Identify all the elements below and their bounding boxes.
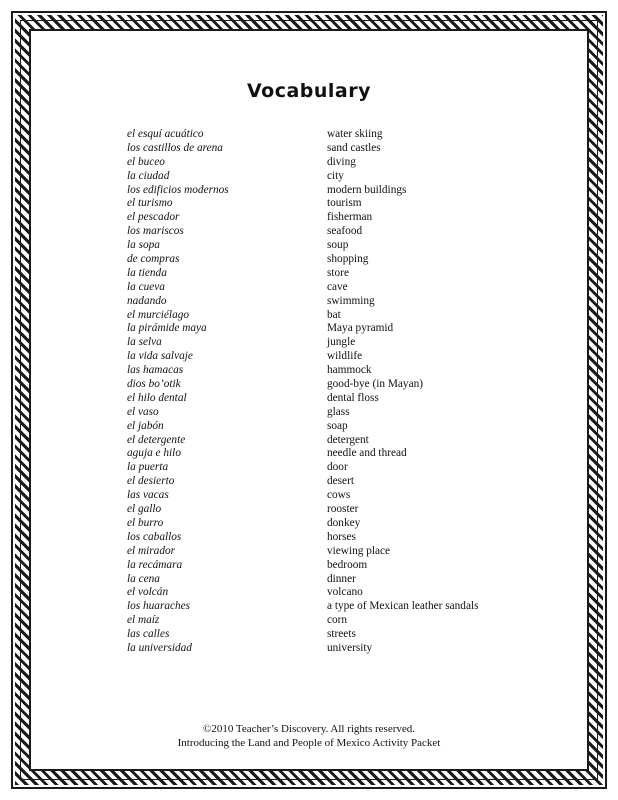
vocabulary-list bbox=[127, 128, 527, 656]
english-translation: rooster bbox=[327, 503, 359, 516]
english-translation: good-bye (in Mayan) bbox=[327, 378, 423, 391]
spanish-term: el detergente bbox=[127, 433, 186, 446]
vocabulary-row bbox=[127, 378, 527, 392]
spanish-term: la selva bbox=[127, 336, 162, 349]
english-translation: shopping bbox=[327, 253, 369, 266]
spanish-term: el gallo bbox=[127, 503, 162, 516]
vocabulary-row bbox=[127, 517, 527, 531]
vocabulary-row bbox=[127, 184, 527, 198]
spanish-term: las vacas bbox=[127, 489, 169, 502]
vocabulary-row bbox=[127, 600, 527, 614]
vocabulary-row bbox=[127, 350, 527, 364]
vocabulary-row bbox=[127, 156, 527, 170]
english-translation: glass bbox=[327, 405, 350, 418]
spanish-term: la sopa bbox=[127, 239, 160, 252]
vocabulary-row bbox=[127, 211, 527, 225]
english-translation: detergent bbox=[327, 433, 369, 446]
english-translation: wildlife bbox=[327, 350, 363, 363]
spanish-term: los edificios modernos bbox=[127, 183, 229, 196]
english-translation: soap bbox=[327, 419, 348, 432]
spanish-term: aguja e hilo bbox=[127, 447, 181, 460]
english-translation: volcano bbox=[327, 586, 363, 599]
vocabulary-row bbox=[127, 170, 527, 184]
english-translation: swimming bbox=[327, 294, 375, 307]
vocabulary-row bbox=[127, 420, 527, 434]
vocabulary-row bbox=[127, 309, 527, 323]
spanish-term: la pirámide maya bbox=[127, 322, 207, 335]
spanish-term: el pescador bbox=[127, 211, 180, 224]
english-translation: dental floss bbox=[327, 391, 379, 404]
spanish-term: el hilo dental bbox=[127, 391, 187, 404]
spanish-term: los castillos de arena bbox=[127, 141, 223, 154]
spanish-term: el esquí acuático bbox=[127, 128, 204, 140]
vocabulary-row bbox=[127, 642, 527, 656]
vocabulary-row bbox=[127, 281, 527, 295]
vocabulary-row bbox=[127, 406, 527, 420]
spanish-term: los huaraches bbox=[127, 600, 191, 613]
vocabulary-row bbox=[127, 573, 527, 587]
vocabulary-row bbox=[127, 295, 527, 309]
english-translation: a type of Mexican leather sandals bbox=[327, 600, 479, 613]
vocabulary-row bbox=[127, 614, 527, 628]
vocabulary-row bbox=[127, 628, 527, 642]
english-translation: soup bbox=[327, 239, 349, 252]
english-translation: cows bbox=[327, 489, 351, 502]
spanish-term: la ciudad bbox=[127, 169, 170, 182]
vocabulary-row bbox=[127, 392, 527, 406]
english-translation: fisherman bbox=[327, 211, 373, 224]
vocabulary-row bbox=[127, 489, 527, 503]
vocabulary-row bbox=[127, 434, 527, 448]
spanish-term: el maíz bbox=[127, 614, 160, 627]
spanish-term: el burro bbox=[127, 516, 164, 529]
vocabulary-row bbox=[127, 322, 527, 336]
footer bbox=[0, 722, 618, 750]
english-translation: tourism bbox=[327, 197, 362, 210]
english-translation: water skiing bbox=[327, 128, 383, 140]
spanish-term: la recámara bbox=[127, 558, 183, 571]
vocabulary-row bbox=[127, 364, 527, 378]
english-translation: university bbox=[327, 641, 373, 654]
spanish-term: las calles bbox=[127, 628, 170, 641]
spanish-term: las hamacas bbox=[127, 364, 184, 377]
spanish-term: el desierto bbox=[127, 475, 175, 488]
spanish-term: el volcán bbox=[127, 586, 169, 599]
vocabulary-row bbox=[127, 336, 527, 350]
vocabulary-row bbox=[127, 531, 527, 545]
spanish-term: la cena bbox=[127, 572, 160, 585]
english-translation: cave bbox=[327, 280, 348, 293]
footer-packet-title: Introducing the Land and People of Mexico Activity Packet bbox=[177, 737, 441, 749]
vocabulary-row bbox=[127, 503, 527, 517]
vocabulary-row bbox=[127, 559, 527, 573]
english-translation: corn bbox=[327, 614, 348, 627]
english-translation: needle and thread bbox=[327, 447, 407, 460]
english-translation: store bbox=[327, 266, 349, 279]
english-translation: jungle bbox=[327, 336, 356, 349]
vocabulary-row bbox=[127, 128, 527, 142]
vocabulary-row bbox=[127, 545, 527, 559]
spanish-term: el jabón bbox=[127, 419, 164, 432]
vocabulary-row bbox=[127, 475, 527, 489]
vocabulary-row bbox=[127, 267, 527, 281]
english-translation: bedroom bbox=[327, 558, 368, 571]
english-translation: door bbox=[327, 461, 348, 474]
spanish-term: la cueva bbox=[127, 280, 165, 293]
english-translation: city bbox=[327, 169, 344, 182]
english-translation: viewing place bbox=[327, 544, 391, 557]
english-translation: streets bbox=[327, 628, 356, 641]
vocabulary-row bbox=[127, 253, 527, 267]
english-translation: desert bbox=[327, 475, 354, 488]
vocabulary-row bbox=[127, 239, 527, 253]
spanish-term: la tienda bbox=[127, 266, 167, 279]
vocabulary-row bbox=[127, 197, 527, 211]
english-translation: hammock bbox=[327, 364, 372, 377]
english-translation: sand castles bbox=[327, 141, 381, 154]
english-translation: modern buildings bbox=[327, 183, 407, 196]
spanish-term: la vida salvaje bbox=[127, 350, 193, 363]
spanish-term: nadando bbox=[127, 294, 167, 307]
spanish-term: el turismo bbox=[127, 197, 173, 210]
english-translation: dinner bbox=[327, 572, 356, 585]
spanish-term: los caballos bbox=[127, 530, 182, 543]
english-translation: horses bbox=[327, 530, 356, 543]
english-translation: bat bbox=[327, 308, 341, 321]
spanish-term: el mirador bbox=[127, 544, 176, 557]
english-translation: donkey bbox=[327, 516, 361, 529]
spanish-term: el buceo bbox=[127, 155, 165, 168]
vocabulary-row bbox=[127, 586, 527, 600]
english-translation: diving bbox=[327, 155, 356, 168]
spanish-term: el vaso bbox=[127, 405, 159, 418]
vocabulary-row bbox=[127, 447, 527, 461]
spanish-term: el murciélago bbox=[127, 308, 190, 321]
vocabulary-row bbox=[127, 225, 527, 239]
spanish-term: de compras bbox=[127, 253, 180, 266]
spanish-term: la universidad bbox=[127, 641, 192, 654]
page-title: Vocabulary bbox=[246, 80, 372, 102]
spanish-term: dios bo’otik bbox=[127, 378, 181, 391]
footer-copyright: ©2010 Teacher’s Discovery. All rights reserved. bbox=[202, 723, 416, 735]
english-translation: seafood bbox=[327, 225, 363, 238]
spanish-term: los mariscos bbox=[127, 225, 184, 238]
vocabulary-row bbox=[127, 142, 527, 156]
english-translation: Maya pyramid bbox=[327, 322, 394, 335]
spanish-term: la puerta bbox=[127, 461, 169, 474]
vocabulary-row bbox=[127, 461, 527, 475]
